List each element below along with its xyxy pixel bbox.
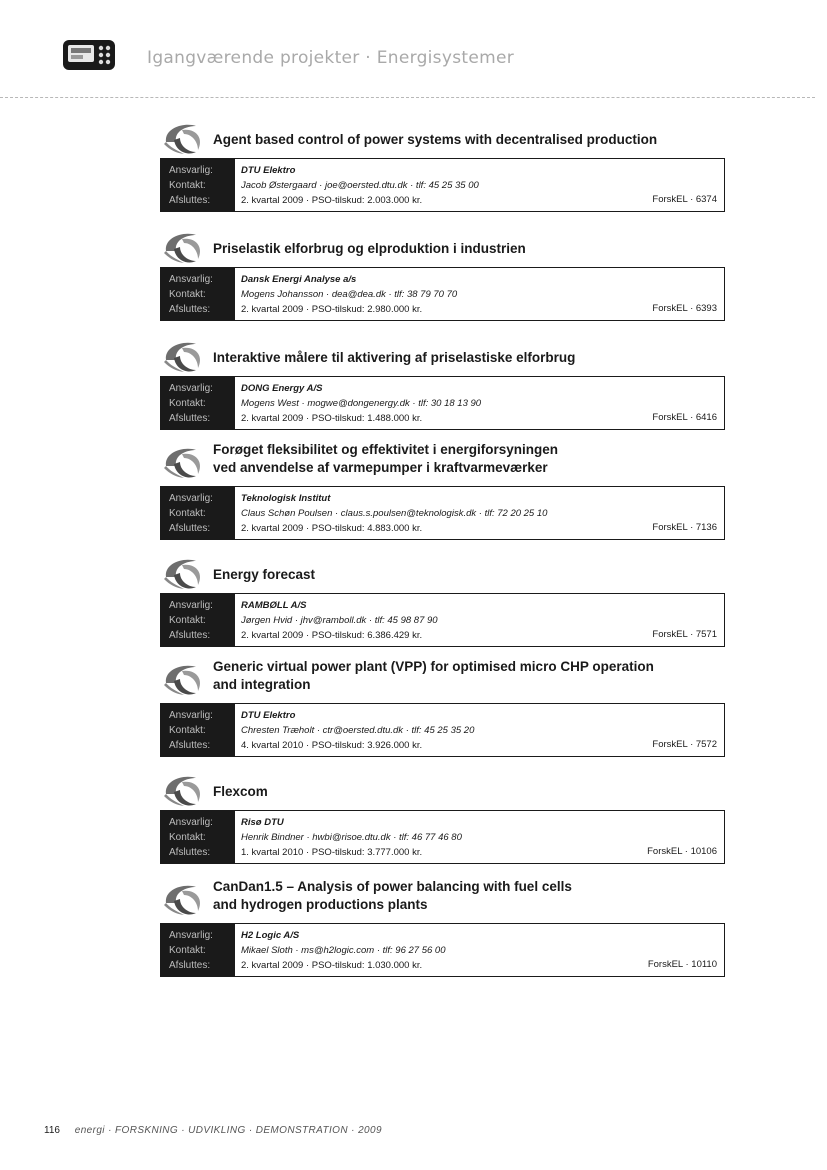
project-info-box xyxy=(160,810,725,864)
organisation: Dansk Energi Analyse a/s xyxy=(241,274,357,285)
end-and-funding: 2. kvartal 2009 · PSO-tilskud: 1.030.000 kr. xyxy=(241,960,423,971)
swirl-logo-icon xyxy=(162,881,206,917)
contact-info: Jørgen Hvid · jhv@ramboll.dk · tlf: 45 98 87 90 xyxy=(241,615,438,626)
swirl-logo-icon xyxy=(162,229,206,265)
ends-label: Afsluttes: xyxy=(169,195,211,206)
contact-label: Kontakt: xyxy=(169,180,206,191)
end-and-funding: 2. kvartal 2009 · PSO-tilskud: 2.980.000 kr. xyxy=(241,304,423,315)
organisation: DONG Energy A/S xyxy=(241,383,323,394)
project-code: ForskEL · 6416 xyxy=(652,412,717,423)
value-column xyxy=(235,268,724,320)
project-title xyxy=(213,240,713,258)
contact-label: Kontakt: xyxy=(169,289,206,300)
project-title xyxy=(213,658,713,694)
page-number: 116 xyxy=(44,1125,60,1136)
contact-label: Kontakt: xyxy=(169,832,206,843)
value-column xyxy=(235,377,724,429)
contact-info: Jacob Østergaard · joe@oersted.dtu.dk · tlf: 45 25 35 00 xyxy=(241,180,479,191)
responsible-label: Ansvarlig: xyxy=(169,710,213,721)
contact-label: Kontakt: xyxy=(169,725,206,736)
project-title xyxy=(213,131,713,149)
label-column xyxy=(161,594,235,646)
project-title xyxy=(213,349,713,367)
swirl-logo-icon xyxy=(162,120,206,156)
responsible-label: Ansvarlig: xyxy=(169,165,213,176)
page-title: Igangværende projekter · Energisystemer xyxy=(147,48,514,68)
project-title-line: Energy forecast xyxy=(213,567,316,582)
organisation: RAMBØLL A/S xyxy=(241,600,307,611)
project-title xyxy=(213,878,713,914)
project-title xyxy=(213,441,713,477)
project-title-line: Priselastik elforbrug og elproduktion i industrien xyxy=(213,241,526,256)
contact-label: Kontakt: xyxy=(169,945,206,956)
responsible-label: Ansvarlig: xyxy=(169,817,213,828)
project-title-line: Flexcom xyxy=(213,784,268,799)
end-and-funding: 2. kvartal 2009 · PSO-tilskud: 6.386.429 kr. xyxy=(241,630,423,641)
end-and-funding: 2. kvartal 2009 · PSO-tilskud: 4.883.000 kr. xyxy=(241,523,423,534)
contact-info: Henrik Bindner · hwbi@risoe.dtu.dk · tlf: 46 77 46 80 xyxy=(241,832,462,843)
value-column xyxy=(235,487,724,539)
page-footer xyxy=(44,1125,382,1136)
ends-label: Afsluttes: xyxy=(169,630,211,641)
project-title xyxy=(213,566,713,584)
project-info-box xyxy=(160,486,725,540)
label-column xyxy=(161,487,235,539)
project-code: ForskEL · 10106 xyxy=(647,846,717,857)
value-column xyxy=(235,924,724,976)
ends-label: Afsluttes: xyxy=(169,304,211,315)
end-and-funding: 4. kvartal 2010 · PSO-tilskud: 3.926.000 kr. xyxy=(241,740,423,751)
organisation: H2 Logic A/S xyxy=(241,930,300,941)
contact-info: Claus Schøn Poulsen · claus.s.poulsen@teknologisk.dk · tlf: 72 20 25 10 xyxy=(241,508,548,519)
project-info-box xyxy=(160,703,725,757)
ends-label: Afsluttes: xyxy=(169,847,211,858)
label-column xyxy=(161,377,235,429)
label-column xyxy=(161,268,235,320)
project-info-box xyxy=(160,593,725,647)
responsible-label: Ansvarlig: xyxy=(169,930,213,941)
swirl-logo-icon xyxy=(162,772,206,808)
end-and-funding: 2. kvartal 2009 · PSO-tilskud: 2.003.000 kr. xyxy=(241,195,423,206)
project-title-line: Forøget fleksibilitet og effektivitet i energiforsyningen xyxy=(213,442,559,457)
project-info-box xyxy=(160,158,725,212)
swirl-logo-icon xyxy=(162,555,206,591)
responsible-label: Ansvarlig: xyxy=(169,493,213,504)
footer-text: energi · FORSKNING · UDVIKLING · DEMONSTRATION · 2009 xyxy=(74,1125,382,1136)
contact-label: Kontakt: xyxy=(169,615,206,626)
organisation: Risø DTU xyxy=(241,817,284,828)
end-and-funding: 1. kvartal 2010 · PSO-tilskud: 3.777.000 kr. xyxy=(241,847,423,858)
organisation: Teknologisk Institut xyxy=(241,493,331,504)
project-info-box xyxy=(160,376,725,430)
project-title-line: Interaktive målere til aktivering af priselastiske elforbrug xyxy=(213,350,576,365)
value-column xyxy=(235,811,724,863)
device-meter-icon xyxy=(62,38,116,72)
project-info-box xyxy=(160,923,725,977)
responsible-label: Ansvarlig: xyxy=(169,383,213,394)
end-and-funding: 2. kvartal 2009 · PSO-tilskud: 1.488.000 kr. xyxy=(241,413,423,424)
ends-label: Afsluttes: xyxy=(169,740,211,751)
swirl-logo-icon xyxy=(162,338,206,374)
project-title-line: Agent based control of power systems with decentralised production xyxy=(213,132,658,147)
value-column xyxy=(235,159,724,211)
project-title-line: Generic virtual power plant (VPP) for optimised micro CHP operation xyxy=(213,659,654,674)
responsible-label: Ansvarlig: xyxy=(169,600,213,611)
contact-label: Kontakt: xyxy=(169,508,206,519)
project-title-line: ved anvendelse af varmepumper i kraftvarmeværker xyxy=(213,460,548,475)
label-column xyxy=(161,704,235,756)
project-code: ForskEL · 10110 xyxy=(647,959,717,970)
project-code: ForskEL · 7136 xyxy=(652,522,717,533)
contact-info: Mogens Johansson · dea@dea.dk · tlf: 38 79 70 70 xyxy=(241,289,458,300)
header-divider xyxy=(0,97,815,98)
project-title xyxy=(213,783,713,801)
project-code: ForskEL · 6374 xyxy=(652,194,717,205)
contact-info: Chresten Træholt · ctr@oersted.dtu.dk · tlf: 45 25 35 20 xyxy=(241,725,475,736)
label-column xyxy=(161,159,235,211)
project-code: ForskEL · 6393 xyxy=(652,303,717,314)
contact-info: Mikael Sloth · ms@h2logic.com · tlf: 96 27 56 00 xyxy=(241,945,446,956)
organisation: DTU Elektro xyxy=(241,710,296,721)
project-title-line: CanDan1.5 – Analysis of power balancing with fuel cells xyxy=(213,879,572,894)
contact-label: Kontakt: xyxy=(169,398,206,409)
contact-info: Mogens West · mogwe@dongenergy.dk · tlf: 30 18 13 90 xyxy=(241,398,482,409)
page-header xyxy=(0,0,827,100)
project-info-box xyxy=(160,267,725,321)
swirl-logo-icon xyxy=(162,444,206,480)
project-title-line: and integration xyxy=(213,677,311,692)
project-code: ForskEL · 7572 xyxy=(652,739,717,750)
project-title-line: and hydrogen productions plants xyxy=(213,897,428,912)
value-column xyxy=(235,594,724,646)
value-column xyxy=(235,704,724,756)
ends-label: Afsluttes: xyxy=(169,413,211,424)
responsible-label: Ansvarlig: xyxy=(169,274,213,285)
swirl-logo-icon xyxy=(162,661,206,697)
ends-label: Afsluttes: xyxy=(169,523,211,534)
label-column xyxy=(161,924,235,976)
ends-label: Afsluttes: xyxy=(169,960,211,971)
project-code: ForskEL · 7571 xyxy=(652,629,717,640)
label-column xyxy=(161,811,235,863)
organisation: DTU Elektro xyxy=(241,165,296,176)
